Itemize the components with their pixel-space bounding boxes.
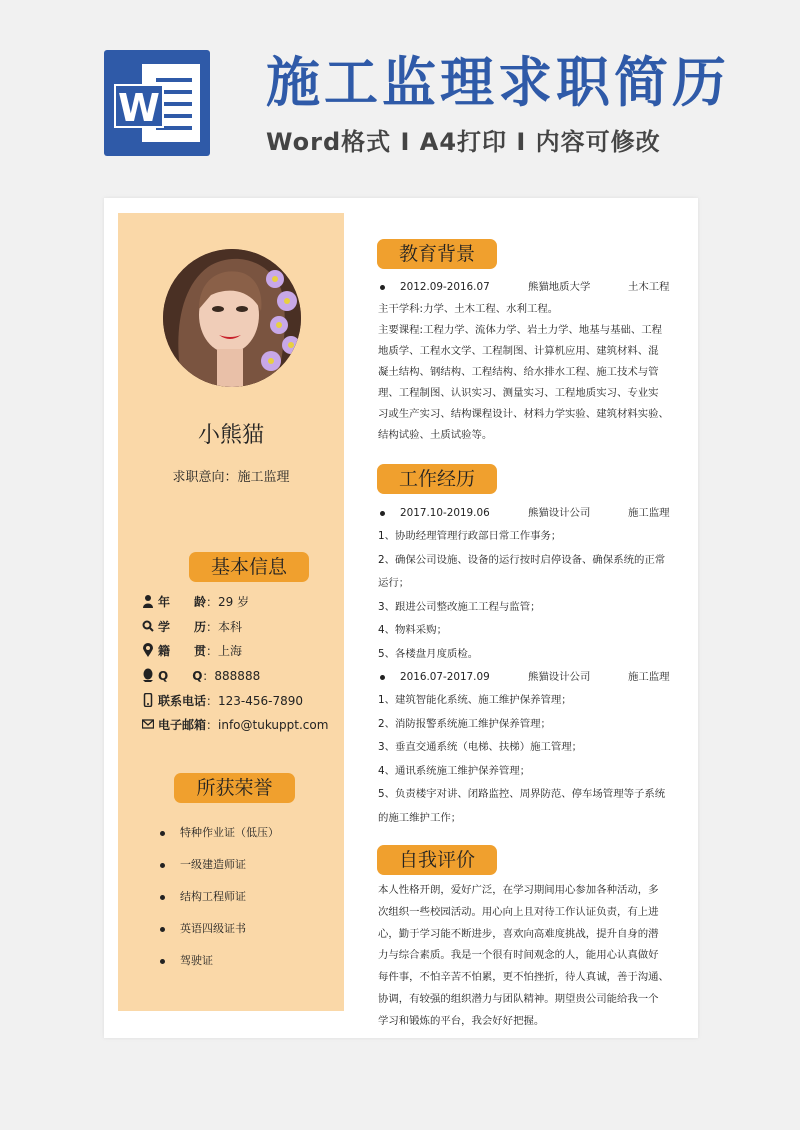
section-title-basic: 基本信息 [189, 552, 309, 582]
honor-item: 结构工程师证 [160, 888, 246, 904]
bullet-icon [380, 511, 385, 516]
search-icon [142, 619, 154, 633]
info-row-hometown: 籍 贯 ：上海 [142, 641, 242, 659]
bullet-icon [160, 895, 165, 900]
job-intent: 求职意向：施工监理 [172, 470, 290, 485]
work-duties-1: 1、协助经理管理行政部日常工作事务； 2、确保公司设施、设备的运行按时启停设备、确保系统的正常 运行； 3、跟进公司整改施工工程与监管； 4、物料采购； 5、各楼盘月度质检。 [378, 530, 666, 660]
qq-icon [142, 668, 154, 682]
candidate-name: 小熊猫 [197, 423, 264, 448]
honor-item: 特种作业证（低压） [160, 824, 279, 840]
section-title-honors: 所获荣誉 [174, 773, 295, 803]
location-pin-icon [142, 643, 154, 657]
bullet-icon [380, 675, 385, 680]
info-row-email: 电子邮箱 ：info@tukuppt.com [142, 715, 328, 733]
bullet-icon [380, 285, 385, 290]
logo-letter: W [114, 84, 164, 128]
work-duties-2: 1、建筑智能化系统、施工维护保养管理； 2、消防报警系统施工维护保养管理； 3、垂直交通系统（电梯、扶梯）施工管理； 4、通讯系统施工维护保养管理； 5、负责楼宇对讲、闭路监控、周界防范、停车场管理等子系统 的施工维护工作； [378, 694, 666, 824]
page-subtitle: Word格式 I A4打印 I 内容可修改 [266, 128, 661, 156]
bullet-icon [160, 863, 165, 868]
honor-item: 英语四级证书 [160, 920, 246, 936]
phone-icon [142, 693, 154, 707]
person-icon [142, 594, 154, 608]
work-header-row: 2017.10-2019.06 熊猫设计公司 施工监理 [378, 503, 678, 523]
bullet-icon [160, 959, 165, 964]
portrait-photo [163, 249, 301, 387]
page-title: 施工监理求职简历 [266, 51, 730, 114]
mail-icon [142, 717, 154, 731]
honor-item: 一级建造师证 [160, 856, 246, 872]
self-evaluation-text: 本人性格开朗，爱好广泛，在学习期间用心参加各种活动，多 次组织一些校园活动。用心向上且对待工作认证负责，有上进 心，勤于学习能不断进步，喜欢向高难度挑战，提升自身的潜 力与综合素质。我是一个很有时间观念的人，能用心认真做好 每件事，不怕辛苦不怕累，更不怕挫折，待人真诚，善于沟通、 协调，有较强的组织潜力与团队精神。期望贵公司能给我一个 学习和锻炼的平台，我会好好把握。 [378, 884, 669, 1027]
work-header-row: 2016.07-2017.09 熊猫设计公司 施工监理 [378, 667, 678, 687]
section-title-work: 工作经历 [377, 464, 497, 494]
avatar [163, 249, 301, 387]
info-row-education: 学 历 ：本科 [142, 617, 242, 635]
section-title-self-evaluation: 自我评价 [377, 845, 497, 875]
section-title-education: 教育背景 [377, 239, 497, 269]
bullet-icon [160, 927, 165, 932]
education-details: 主干学科:力学、土木工程、水利工程。 主要课程:工程力学、流体力学、岩土力学、地基与基础、工程 地质学、工程水文学、工程制图、计算机应用、建筑材料、混 凝土结构、钢结构、工程结构、给水排水工程、施工技术与管 理、工程制图、认识实习、测量实习、工程地质实习、专业实 习或生产实习、结构课程设计、材料力学实验、建筑材料实验、 结构试验、土质试验等。 [378, 303, 669, 441]
info-row-age: 年 龄 ：29 岁 [142, 592, 249, 610]
info-row-phone: 联系电话 ：123-456-7890 [142, 691, 303, 709]
honor-item: 驾驶证 [160, 952, 213, 968]
bullet-icon [160, 831, 165, 836]
info-row-qq: Q Q ：888888 [142, 666, 260, 684]
word-logo-icon [104, 50, 210, 156]
education-header-row: 2012.09-2016.07 熊猫地质大学 土木工程 [378, 277, 678, 297]
